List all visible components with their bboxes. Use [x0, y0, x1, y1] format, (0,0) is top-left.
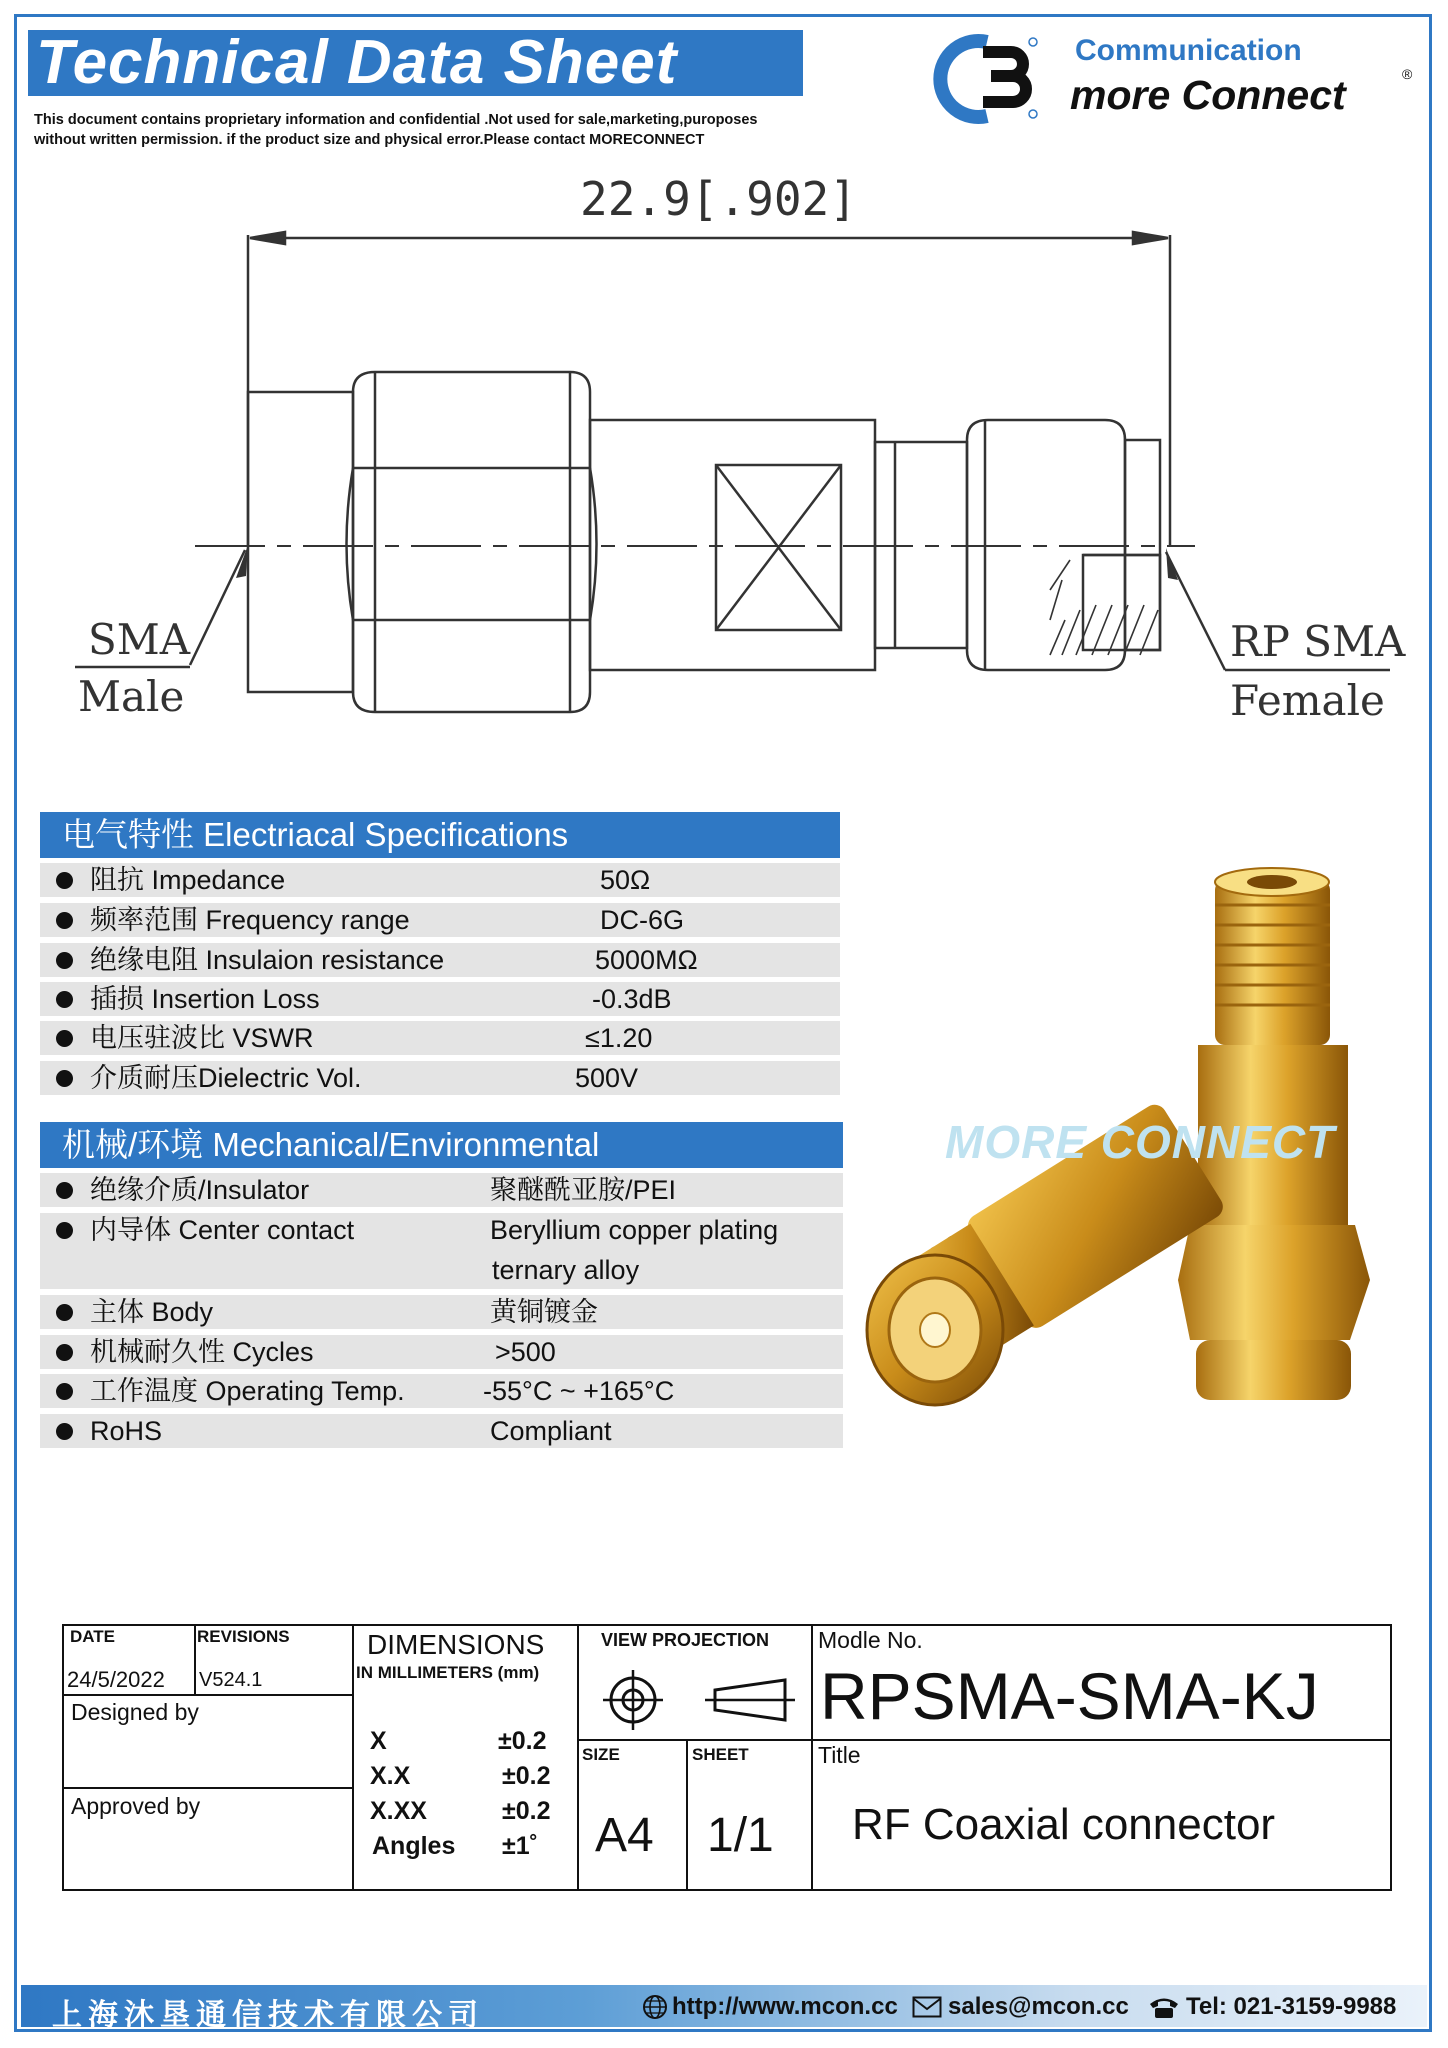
overall-length-dimension: 22.9[.902] — [580, 172, 857, 226]
globe-icon — [642, 1994, 668, 2020]
left-connector-label: SMA — [88, 615, 191, 664]
view-projection-label: VIEW PROJECTION — [601, 1630, 770, 1650]
first-angle-projection-icon — [603, 1670, 795, 1730]
model-number-value: RPSMA-SMA-KJ — [820, 1659, 1319, 1733]
spec-value: DC-6G — [600, 905, 685, 935]
tolerance-value: ±1˚ — [502, 1832, 538, 1860]
spec-value: 黄铜镀金 — [490, 1297, 598, 1327]
tolerance-value: ±0.2 — [502, 1762, 551, 1790]
website-link[interactable]: http://www.mcon.cc — [672, 1993, 898, 2020]
date-value: 24/5/2022 — [67, 1667, 165, 1692]
spec-value: ≤1.20 — [585, 1023, 653, 1053]
title-label: Title — [818, 1742, 861, 1768]
telephone-number: Tel: 021-3159-9988 — [1186, 1993, 1397, 2020]
tolerance-value: ±0.2 — [502, 1797, 551, 1825]
email-icon — [912, 1996, 942, 2018]
size-label: SIZE — [582, 1745, 620, 1764]
spec-value: 聚醚酰亚胺/PEI — [490, 1175, 677, 1205]
spec-label: 内导体 Center contact — [90, 1215, 355, 1245]
disclaimer-line-2: without written permission. if the product size and physical error.Please contact MORECONNECT — [34, 132, 705, 148]
spec-label: 介质耐压Dielectric Vol. — [90, 1063, 362, 1093]
spec-value: 50Ω — [600, 865, 651, 895]
date-label: DATE — [70, 1627, 116, 1646]
tolerance-value: ±0.2 — [498, 1727, 547, 1755]
spec-label: 主体 Body — [90, 1297, 214, 1327]
title-value: RF Coaxial connector — [852, 1800, 1276, 1849]
spec-label: 插损 Insertion Loss — [90, 984, 320, 1014]
tolerance-label: X.XX — [370, 1797, 427, 1825]
designed-by-label: Designed by — [71, 1699, 199, 1725]
spec-label: 电压驻波比 VSWR — [90, 1023, 314, 1053]
mechanical-spec-heading: 机械/环境 Mechanical/Environmental — [40, 1122, 843, 1168]
revisions-value: V524.1 — [199, 1669, 263, 1691]
spec-value: -0.3dB — [592, 984, 672, 1014]
spec-value: Beryllium copper plating — [490, 1215, 779, 1245]
spec-value: >500 — [495, 1337, 556, 1367]
registered-mark: ® — [1402, 66, 1413, 82]
email-link[interactable]: sales@mcon.cc — [948, 1993, 1129, 2020]
left-connector-gender: Male — [78, 672, 185, 721]
photo-watermark: MORE CONNECT — [945, 1116, 1336, 1168]
spec-value: Compliant — [490, 1416, 612, 1446]
size-value: A4 — [595, 1809, 654, 1862]
electrical-spec-heading: 电气特性 Electriacal Specifications — [40, 812, 840, 858]
dimensions-label: DIMENSIONS — [367, 1629, 545, 1660]
sheet-value: 1/1 — [707, 1809, 774, 1862]
spec-label: 绝缘电阻 Insulaion resistance — [90, 945, 445, 975]
spec-label: 绝缘介质/Insulator — [90, 1175, 310, 1205]
right-connector-gender: Female — [1230, 676, 1385, 725]
approved-by-label: Approved by — [71, 1793, 201, 1819]
spec-value-continued: ternary alloy — [492, 1255, 640, 1285]
tolerance-label: Angles — [372, 1832, 456, 1860]
tolerance-label: X.X — [370, 1762, 411, 1790]
spec-label: 频率范围 Frequency range — [90, 905, 410, 935]
logo-text-communication: Communication — [1075, 34, 1302, 67]
logo-text-more-connect: more Connect — [1070, 72, 1346, 118]
right-connector-label: RP SMA — [1230, 617, 1406, 666]
tolerance-label: X — [370, 1727, 387, 1755]
units-label: IN MILLIMETERS (mm) — [356, 1663, 540, 1682]
revisions-label: REVISIONS — [197, 1627, 290, 1646]
sheet-label: SHEET — [692, 1745, 749, 1764]
phone-icon — [1148, 1995, 1180, 2019]
document-title: Technical Data Sheet — [28, 30, 803, 96]
footer-company-name: 上海沐垦通信技术有限公司 — [52, 1998, 484, 2033]
spec-value: 5000MΩ — [595, 945, 698, 975]
spec-label: 机械耐久性 Cycles — [90, 1337, 314, 1367]
spec-value: -55°C ~ +165°C — [483, 1376, 675, 1406]
spec-label: RoHS — [90, 1416, 163, 1446]
spec-label: 阻抗 Impedance — [90, 865, 286, 895]
model-number-label: Modle No. — [818, 1627, 923, 1653]
spec-label: 工作温度 Operating Temp. — [90, 1376, 405, 1406]
disclaimer-line-1: This document contains proprietary information and confidential .Not used for sale,marketing,puroposes — [34, 112, 758, 128]
spec-value: 500V — [575, 1063, 639, 1093]
